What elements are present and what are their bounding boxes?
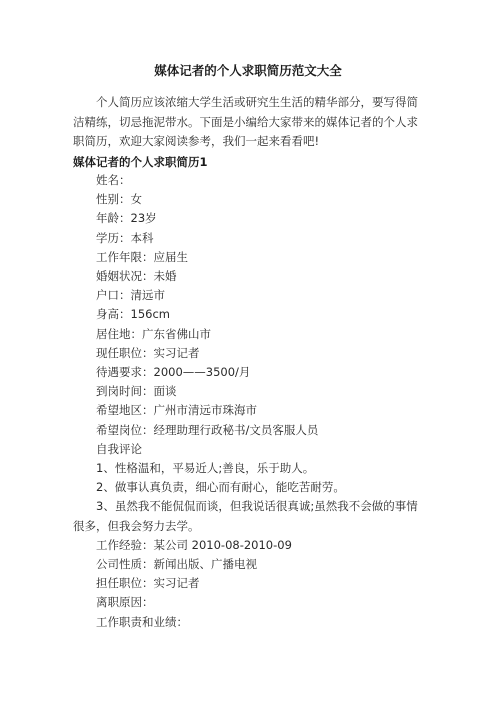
line-work-experience: 工作经验：某公司 2010-08-2010-09 bbox=[96, 537, 292, 552]
section-heading: 媒体记者的个人求职简历1 bbox=[73, 155, 208, 169]
line-self-evaluation-1: 1、性格温和，平易近人;善良，乐于助人。 bbox=[96, 461, 315, 476]
line-name: 姓名： bbox=[96, 173, 131, 187]
document-title: 媒体记者的个人求职简历范文大全 bbox=[154, 63, 342, 78]
line-self-evaluation-2: 2、做事认真负责，细心而有耐心，能吃苦耐劳。 bbox=[96, 480, 345, 495]
line-company-type: 公司性质：新闻出版、广播电视 bbox=[96, 557, 257, 572]
line-residence: 居住地：广东省佛山市 bbox=[96, 326, 211, 341]
line-current-position: 现任职位：实习记者 bbox=[96, 345, 200, 360]
line-preferred-region: 希望地区：广州市清远市珠海市 bbox=[96, 403, 257, 418]
line-work-years: 工作年限：应届生 bbox=[96, 249, 188, 264]
line-leaving-reason: 离职原因： bbox=[96, 595, 154, 610]
line-self-evaluation-heading: 自我评论 bbox=[96, 441, 142, 456]
intro-paragraph: 个人简历应该浓缩大学生活或研究生生活的精华部分，要写得简洁精练，切忌拖泥带水。下面是小编给大家带来的媒体记者的个人求职简历，欢迎大家阅读参考，我们一起来看看吧! bbox=[73, 95, 418, 148]
line-start-time: 到岗时间：面谈 bbox=[96, 384, 177, 399]
line-preferred-position: 希望岗位：经理助理行政秘书/文员客服人员 bbox=[96, 422, 319, 437]
line-marital-status: 婚姻状况：未婚 bbox=[96, 269, 177, 284]
resume-lines bbox=[73, 171, 425, 632]
line-age: 年龄：23岁 bbox=[96, 211, 157, 226]
line-duties-and-achievements: 工作职责和业绩： bbox=[96, 614, 188, 629]
line-hukou: 户口：清远市 bbox=[96, 288, 165, 303]
line-self-evaluation-3: 3、虽然我不能侃侃而谈，但我说话很真诚;虽然我不会做的事情很多，但我会努力去学。 bbox=[73, 499, 418, 533]
line-salary-expectation: 待遇要求：2000——3500/月 bbox=[96, 365, 251, 380]
line-gender: 性别：女 bbox=[96, 192, 142, 207]
line-education: 学历：本科 bbox=[96, 230, 154, 245]
line-position-held: 担任职位：实习记者 bbox=[96, 576, 200, 591]
line-height: 身高：156cm bbox=[96, 307, 170, 322]
